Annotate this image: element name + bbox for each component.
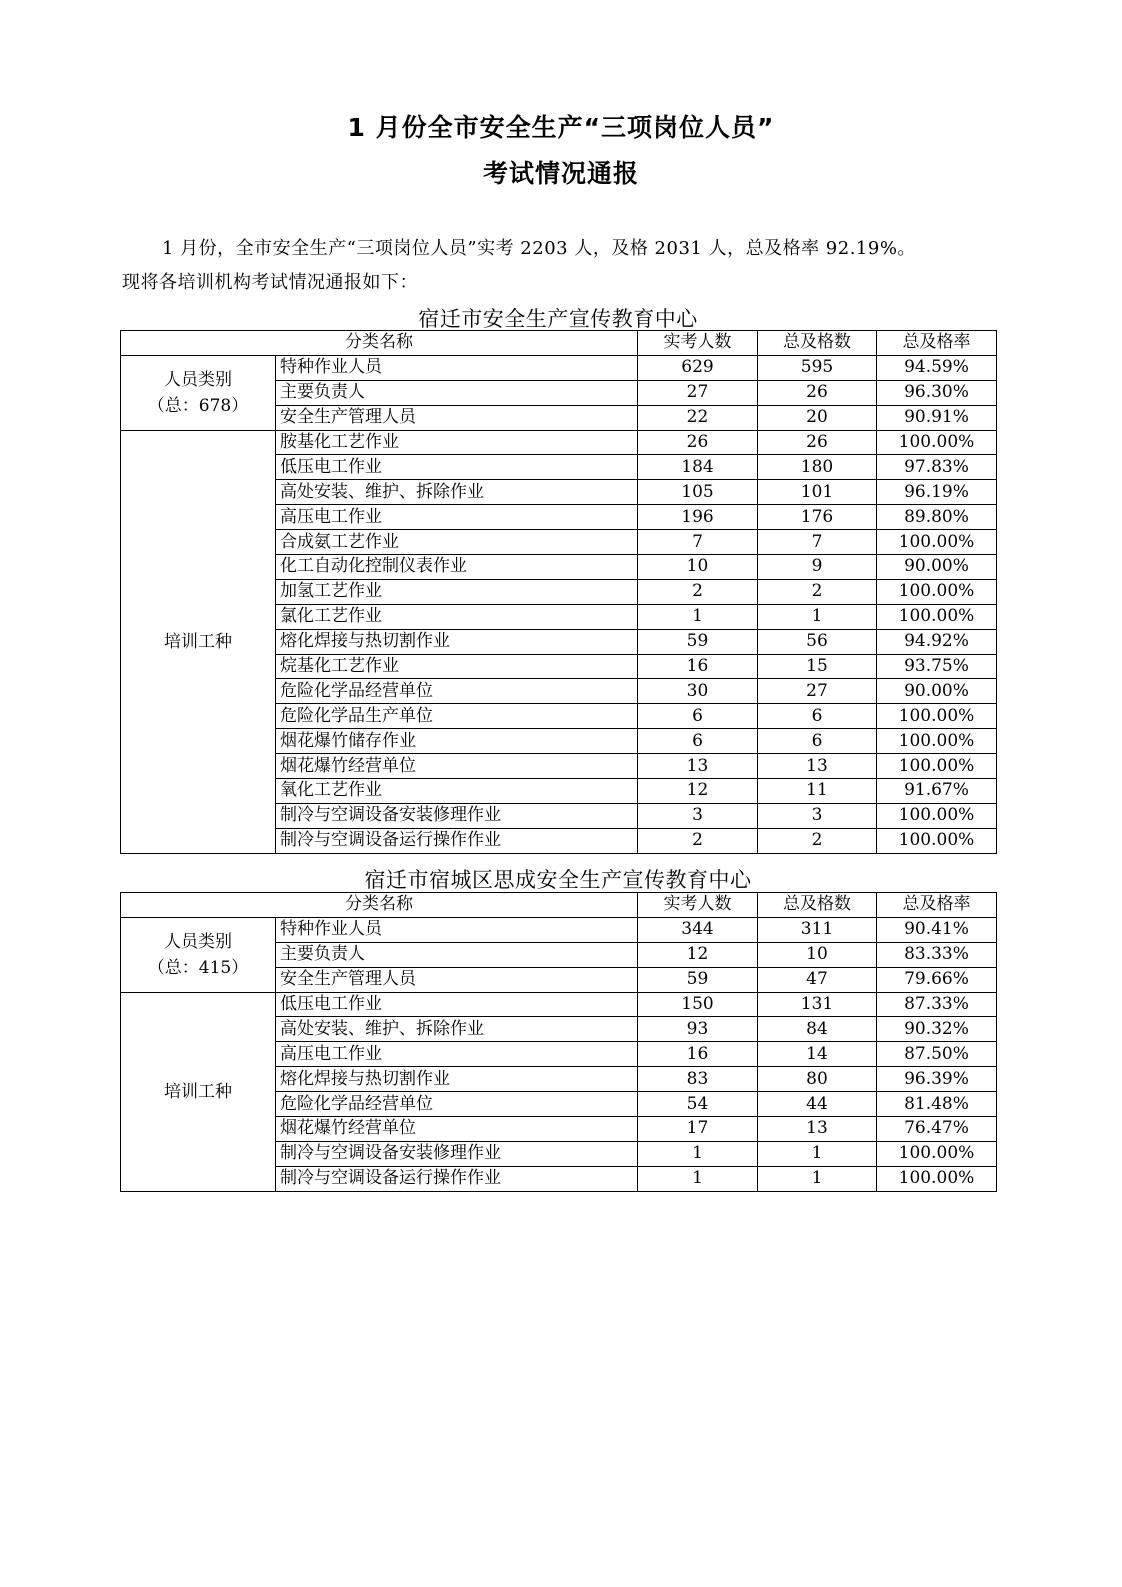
passed-count: 26	[758, 380, 877, 405]
pass-rate: 83.33%	[877, 942, 997, 967]
pass-rate: 100.00%	[877, 754, 997, 779]
examinee-count: 93	[638, 1017, 758, 1042]
category-name: 烟花爆竹经营单位	[276, 754, 638, 779]
passed-count: 27	[758, 679, 877, 704]
category-name: 烟花爆竹经营单位	[276, 1117, 638, 1142]
examinee-count: 1	[638, 1166, 758, 1191]
category-name: 主要负责人	[276, 380, 638, 405]
passed-count: 6	[758, 704, 877, 729]
category-name: 熔化焊接与热切割作业	[276, 629, 638, 654]
passed-count: 6	[758, 729, 877, 754]
table-row	[121, 992, 997, 1017]
category-name: 高压电工作业	[276, 1042, 638, 1067]
pass-rate: 97.83%	[877, 455, 997, 480]
examinee-count: 3	[638, 803, 758, 828]
category-name: 烟花爆竹储存作业	[276, 729, 638, 754]
passed-count: 2	[758, 579, 877, 604]
passed-count: 131	[758, 992, 877, 1017]
pass-rate: 81.48%	[877, 1092, 997, 1117]
institution-name: 宿迁市宿城区思成安全生产宣传教育中心	[364, 868, 752, 892]
table-row	[121, 917, 997, 942]
pass-rate: 96.39%	[877, 1067, 997, 1092]
examinee-count: 150	[638, 992, 758, 1017]
examinee-count: 7	[638, 530, 758, 555]
column-header-examinees: 实考人数	[638, 893, 758, 918]
passed-count: 1	[758, 1166, 877, 1191]
category-name: 危险化学品经营单位	[276, 1092, 638, 1117]
examinee-count: 196	[638, 505, 758, 530]
passed-count: 13	[758, 1117, 877, 1142]
pass-rate: 100.00%	[877, 604, 997, 629]
pass-rate: 94.59%	[877, 355, 997, 380]
pass-rate: 90.00%	[877, 555, 997, 580]
passed-count: 101	[758, 480, 877, 505]
pass-rate: 94.92%	[877, 629, 997, 654]
examinee-count: 344	[638, 917, 758, 942]
category-name: 化工自动化控制仪表作业	[276, 555, 638, 580]
personnel-group-label: 人员类别	[164, 369, 232, 390]
examinee-count: 59	[638, 967, 758, 992]
table-header-row	[121, 331, 997, 356]
pass-rate: 93.75%	[877, 654, 997, 679]
passed-count: 56	[758, 629, 877, 654]
pass-rate: 76.47%	[877, 1117, 997, 1142]
category-name: 制冷与空调设备安装修理作业	[276, 803, 638, 828]
category-name: 特种作业人员	[276, 355, 638, 380]
examinee-count: 6	[638, 704, 758, 729]
passed-count: 1	[758, 1141, 877, 1166]
category-name: 烷基化工艺作业	[276, 654, 638, 679]
passed-count: 14	[758, 1042, 877, 1067]
pass-rate: 96.19%	[877, 480, 997, 505]
category-name: 安全生产管理人员	[276, 405, 638, 430]
pass-rate: 100.00%	[877, 579, 997, 604]
category-name: 氯化工艺作业	[276, 604, 638, 629]
category-name: 安全生产管理人员	[276, 967, 638, 992]
examinee-count: 26	[638, 430, 758, 455]
passed-count: 13	[758, 754, 877, 779]
examinee-count: 12	[638, 779, 758, 804]
intro-paragraph: 1 月份，全市安全生产“三项岗位人员”实考 2203 人，及格 2031 人，总及格率 92.19%。	[162, 238, 916, 259]
examinee-count: 105	[638, 480, 758, 505]
examinee-count: 629	[638, 355, 758, 380]
pass-rate: 100.00%	[877, 530, 997, 555]
column-header-pass-rate: 总及格率	[877, 893, 997, 918]
examinee-count: 83	[638, 1067, 758, 1092]
category-name: 特种作业人员	[276, 917, 638, 942]
pass-rate: 90.32%	[877, 1017, 997, 1042]
passed-count: 1	[758, 604, 877, 629]
category-name: 主要负责人	[276, 942, 638, 967]
examinee-count: 2	[638, 579, 758, 604]
examinee-count: 184	[638, 455, 758, 480]
examinee-count: 12	[638, 942, 758, 967]
table-row	[121, 355, 997, 380]
pass-rate: 100.00%	[877, 828, 997, 853]
examinee-count: 16	[638, 1042, 758, 1067]
pass-rate: 91.67%	[877, 779, 997, 804]
column-header-passed: 总及格数	[758, 893, 877, 918]
examinee-count: 6	[638, 729, 758, 754]
examinee-count: 17	[638, 1117, 758, 1142]
examinee-count: 10	[638, 555, 758, 580]
table-row	[121, 430, 997, 455]
passed-count: 10	[758, 942, 877, 967]
category-name: 低压电工作业	[276, 992, 638, 1017]
personnel-group-total: （总：678）	[147, 395, 249, 416]
pass-rate: 89.80%	[877, 505, 997, 530]
pass-rate: 87.33%	[877, 992, 997, 1017]
passed-count: 44	[758, 1092, 877, 1117]
personnel-group-cell	[121, 355, 276, 430]
pass-rate: 100.00%	[877, 1141, 997, 1166]
passed-count: 2	[758, 828, 877, 853]
passed-count: 176	[758, 505, 877, 530]
examinee-count: 1	[638, 1141, 758, 1166]
category-name: 熔化焊接与热切割作业	[276, 1067, 638, 1092]
document-subtitle: 考试情况通报	[482, 159, 639, 188]
column-header-category: 分类名称	[121, 331, 638, 356]
examinee-count: 2	[638, 828, 758, 853]
training-group-label: 培训工种	[121, 992, 276, 1191]
column-header-examinees: 实考人数	[638, 331, 758, 356]
examinee-count: 27	[638, 380, 758, 405]
pass-rate: 90.41%	[877, 917, 997, 942]
pass-rate: 100.00%	[877, 1166, 997, 1191]
passed-count: 20	[758, 405, 877, 430]
passed-count: 11	[758, 779, 877, 804]
passed-count: 15	[758, 654, 877, 679]
pass-rate: 79.66%	[877, 967, 997, 992]
category-name: 危险化学品生产单位	[276, 704, 638, 729]
category-name: 高处安装、维护、拆除作业	[276, 480, 638, 505]
training-group-label: 培训工种	[121, 430, 276, 853]
passed-count: 47	[758, 967, 877, 992]
personnel-group-label: 人员类别	[164, 931, 232, 952]
pass-rate: 90.00%	[877, 679, 997, 704]
pass-rate: 100.00%	[877, 704, 997, 729]
category-name: 低压电工作业	[276, 455, 638, 480]
examinee-count: 54	[638, 1092, 758, 1117]
category-name: 危险化学品经营单位	[276, 679, 638, 704]
column-header-passed: 总及格数	[758, 331, 877, 356]
personnel-group-total: （总：415）	[147, 957, 249, 978]
exam-results-table	[120, 892, 997, 1192]
passed-count: 84	[758, 1017, 877, 1042]
personnel-group-cell	[121, 917, 276, 992]
column-header-pass-rate: 总及格率	[877, 331, 997, 356]
intro-continuation: 现将各培训机构考试情况通报如下：	[122, 272, 418, 293]
category-name: 高处安装、维护、拆除作业	[276, 1017, 638, 1042]
examinee-count: 16	[638, 654, 758, 679]
pass-rate: 100.00%	[877, 803, 997, 828]
passed-count: 180	[758, 455, 877, 480]
pass-rate: 100.00%	[877, 430, 997, 455]
passed-count: 9	[758, 555, 877, 580]
examinee-count: 30	[638, 679, 758, 704]
examinee-count: 22	[638, 405, 758, 430]
category-name: 胺基化工艺作业	[276, 430, 638, 455]
category-name: 高压电工作业	[276, 505, 638, 530]
passed-count: 311	[758, 917, 877, 942]
pass-rate: 100.00%	[877, 729, 997, 754]
column-header-category: 分类名称	[121, 893, 638, 918]
pass-rate: 96.30%	[877, 380, 997, 405]
table-header-row	[121, 893, 997, 918]
category-name: 加氢工艺作业	[276, 579, 638, 604]
pass-rate: 90.91%	[877, 405, 997, 430]
passed-count: 26	[758, 430, 877, 455]
pass-rate: 87.50%	[877, 1042, 997, 1067]
examinee-count: 13	[638, 754, 758, 779]
exam-results-table	[120, 330, 997, 854]
category-name: 氧化工艺作业	[276, 779, 638, 804]
document-title: 1 月份全市安全生产“三项岗位人员”	[347, 113, 775, 142]
category-name: 合成氨工艺作业	[276, 530, 638, 555]
examinee-count: 59	[638, 629, 758, 654]
passed-count: 7	[758, 530, 877, 555]
examinee-count: 1	[638, 604, 758, 629]
passed-count: 595	[758, 355, 877, 380]
passed-count: 80	[758, 1067, 877, 1092]
passed-count: 3	[758, 803, 877, 828]
category-name: 制冷与空调设备运行操作作业	[276, 828, 638, 853]
institution-name: 宿迁市安全生产宣传教育中心	[418, 307, 698, 331]
category-name: 制冷与空调设备安装修理作业	[276, 1141, 638, 1166]
category-name: 制冷与空调设备运行操作作业	[276, 1166, 638, 1191]
